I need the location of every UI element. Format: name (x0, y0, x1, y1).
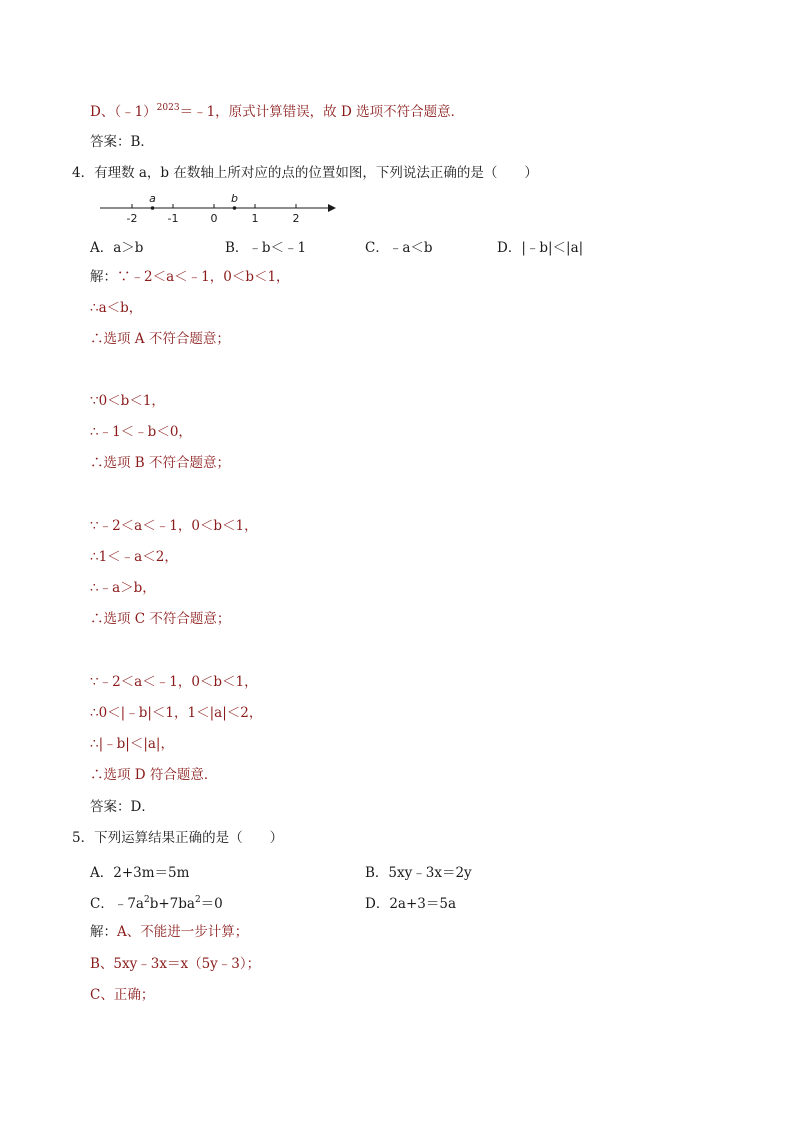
q4-option-a: A．a＞b (90, 240, 144, 256)
d-expr-tail: ＝﹣1，原式计算错误，故 D 选项不符合题意． (179, 104, 465, 120)
solution-line-1 (90, 268, 290, 286)
q4-option-c: C．﹣a＜b (365, 240, 433, 256)
q4-option-b: B．﹣b＜﹣1 (225, 240, 307, 256)
solution-line-10: ∴选项 C 不符合题意； (90, 611, 231, 627)
solution-line-9: ∴﹣a＞b， (90, 580, 156, 596)
q5-option-a: A．2+3m＝5m (90, 865, 190, 881)
q4-option-d: D．|﹣b|＜|a| (497, 240, 584, 256)
option-d-explanation (90, 103, 464, 121)
q5-solution-line-1 (90, 923, 248, 941)
solution-text: ∵﹣2＜a＜﹣1，0＜b＜1， (117, 269, 290, 285)
answer-q4: 答案：D． (90, 799, 155, 815)
tick-label: 2 (292, 212, 300, 225)
solution-line-6: ∴选项 B 不符合题意； (90, 455, 231, 471)
q5-solution-label: 解： (90, 924, 117, 940)
solution-line-3: ∴选项 A 不符合题意； (90, 331, 230, 347)
q5-solution-text: A、不能进一步计算； (117, 924, 249, 940)
solution-line-14: ∴选项 D 符合题意． (90, 767, 218, 783)
q5-option-b: B．5xy﹣3x＝2y (365, 865, 472, 881)
solution-line-13: ∴|﹣b|＜|a|， (90, 736, 174, 752)
tick-label: 0 (210, 212, 218, 225)
question-4: 4．有理数 a，b 在数轴上所对应的点的位置如图，下列说法正确的是（ ） (72, 165, 538, 181)
point-b (233, 206, 237, 210)
q5-solution-line-2: B、5xy﹣3x＝x（5y﹣3）； (90, 956, 261, 972)
tick-label: -2 (126, 212, 138, 225)
d-expr-exponent: 2023 (156, 103, 180, 113)
solution-line-12: ∴0＜|﹣b|＜1，1＜|a|＜2， (90, 705, 263, 721)
q5-option-d: D．2a+3＝5a (365, 896, 456, 912)
q5-c-part1: C．﹣7a (90, 896, 144, 912)
q5-solution-line-3: C、正确； (90, 987, 155, 1003)
solution-line-2: ∴a＜b， (90, 300, 143, 316)
q5-option-c (90, 892, 223, 912)
q5-c-exp2: 2 (194, 895, 201, 905)
q5-c-part3: ＝0 (200, 896, 223, 912)
tick-label: -1 (167, 212, 179, 225)
point-a-label: a (149, 192, 156, 205)
q5-c-part2: b+7ba (149, 896, 195, 912)
d-expr-base: D、（﹣1） (90, 104, 157, 120)
solution-line-4: ∵0＜b＜1， (90, 393, 165, 409)
solution-line-7: ∵﹣2＜a＜﹣1，0＜b＜1， (90, 518, 258, 534)
solution-label: 解： (90, 269, 117, 285)
axis-arrow (328, 204, 336, 212)
solution-line-8: ∴1＜﹣a＜2， (90, 549, 178, 565)
number-line (100, 190, 340, 226)
solution-line-5: ∴﹣1＜﹣b＜0， (90, 424, 192, 440)
point-b-label: b (231, 192, 238, 205)
answer-q3: 答案：B． (90, 134, 154, 150)
q5-c-exp1: 2 (143, 895, 150, 905)
question-5: 5．下列运算结果正确的是（ ） (72, 830, 284, 846)
solution-line-11: ∵﹣2＜a＜﹣1，0＜b＜1， (90, 674, 258, 690)
point-a (151, 206, 155, 210)
tick-label: 1 (251, 212, 259, 225)
